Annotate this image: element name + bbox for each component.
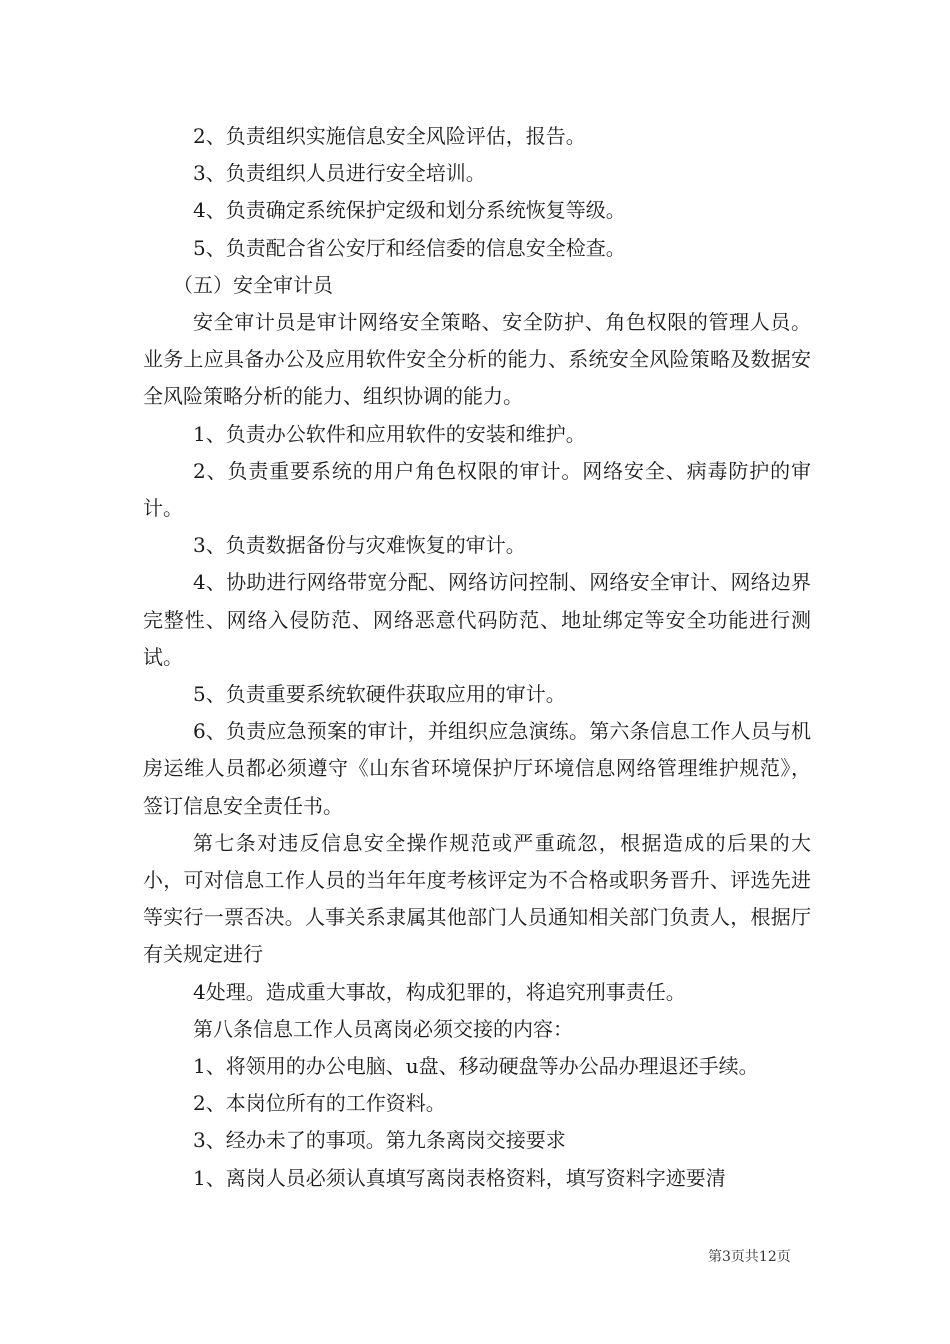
paragraph: 4、负责确定系统保护定级和划分系统恢复等级。	[193, 198, 626, 223]
paragraph: 2、负责组织实施信息安全风险评估，报告。	[193, 124, 586, 148]
paragraph: 安全审计员是审计网络安全策略、安全防护、角色权限的管理人员。业务上应具备办公及应用软件安全分析的能力、系统安全风险策略及数据安全风险策略分析的能力、组织协调的能力。	[143, 310, 811, 409]
paragraph: 4处理。造成重大事故，构成犯罪的，将追究刑事责任。	[193, 979, 686, 1004]
section-heading: （五）安全审计员	[173, 272, 333, 297]
paragraph: 6、负责应急预案的审计，并组织应急演练。第六条信息工作人员与机房运维人员都必须遵守《山东省环境保护厅环境信息网络管理维护规范》，签订信息安全责任书。	[143, 719, 811, 818]
paragraph: 3、经办未了的事项。第九条离岗交接要求	[193, 1128, 566, 1153]
paragraph: 第八条信息工作人员离岗必须交接的内容：	[193, 1016, 573, 1041]
paragraph: 1、负责办公软件和应用软件的安装和维护。	[193, 421, 586, 446]
paragraph: 第七条对违反信息安全操作规范或严重疏忽，根据造成的后果的大小，可对信息工作人员的当年年度考核评定为不合格或职务晋升、评选先进等实行一票否决。人事关系隶属其他部门人员通知相关部门负责人，根据厅有关规定进行	[143, 830, 811, 967]
paragraph: 1、将领用的办公电脑、u盘、移动硬盘等办公品办理退还手续。	[193, 1054, 759, 1079]
page-number-footer: 第3页共12页	[708, 1249, 791, 1265]
paragraph: 4、协助进行网络带宽分配、网络访问控制、网络安全审计、网络边界完整性、网络入侵防范、网络恶意代码防范、地址绑定等安全功能进行测试。	[143, 570, 811, 669]
document-body	[143, 118, 811, 1197]
paragraph: 3、负责组织人员进行安全培训。	[193, 161, 486, 186]
paragraph: 5、负责重要系统软硬件获取应用的审计。	[193, 682, 566, 707]
paragraph: 2、本岗位所有的工作资料。	[193, 1091, 446, 1116]
paragraph: 1、离岗人员必须认真填写离岗表格资料，填写资料字迹要清	[193, 1165, 726, 1190]
paragraph: 2、负责重要系统的用户角色权限的审计。网络安全、病毒防护的审计。	[143, 458, 811, 521]
paragraph: 5、负责配合省公安厅和经信委的信息安全检查。	[193, 235, 626, 260]
paragraph: 3、负责数据备份与灾难恢复的审计。	[193, 533, 526, 558]
